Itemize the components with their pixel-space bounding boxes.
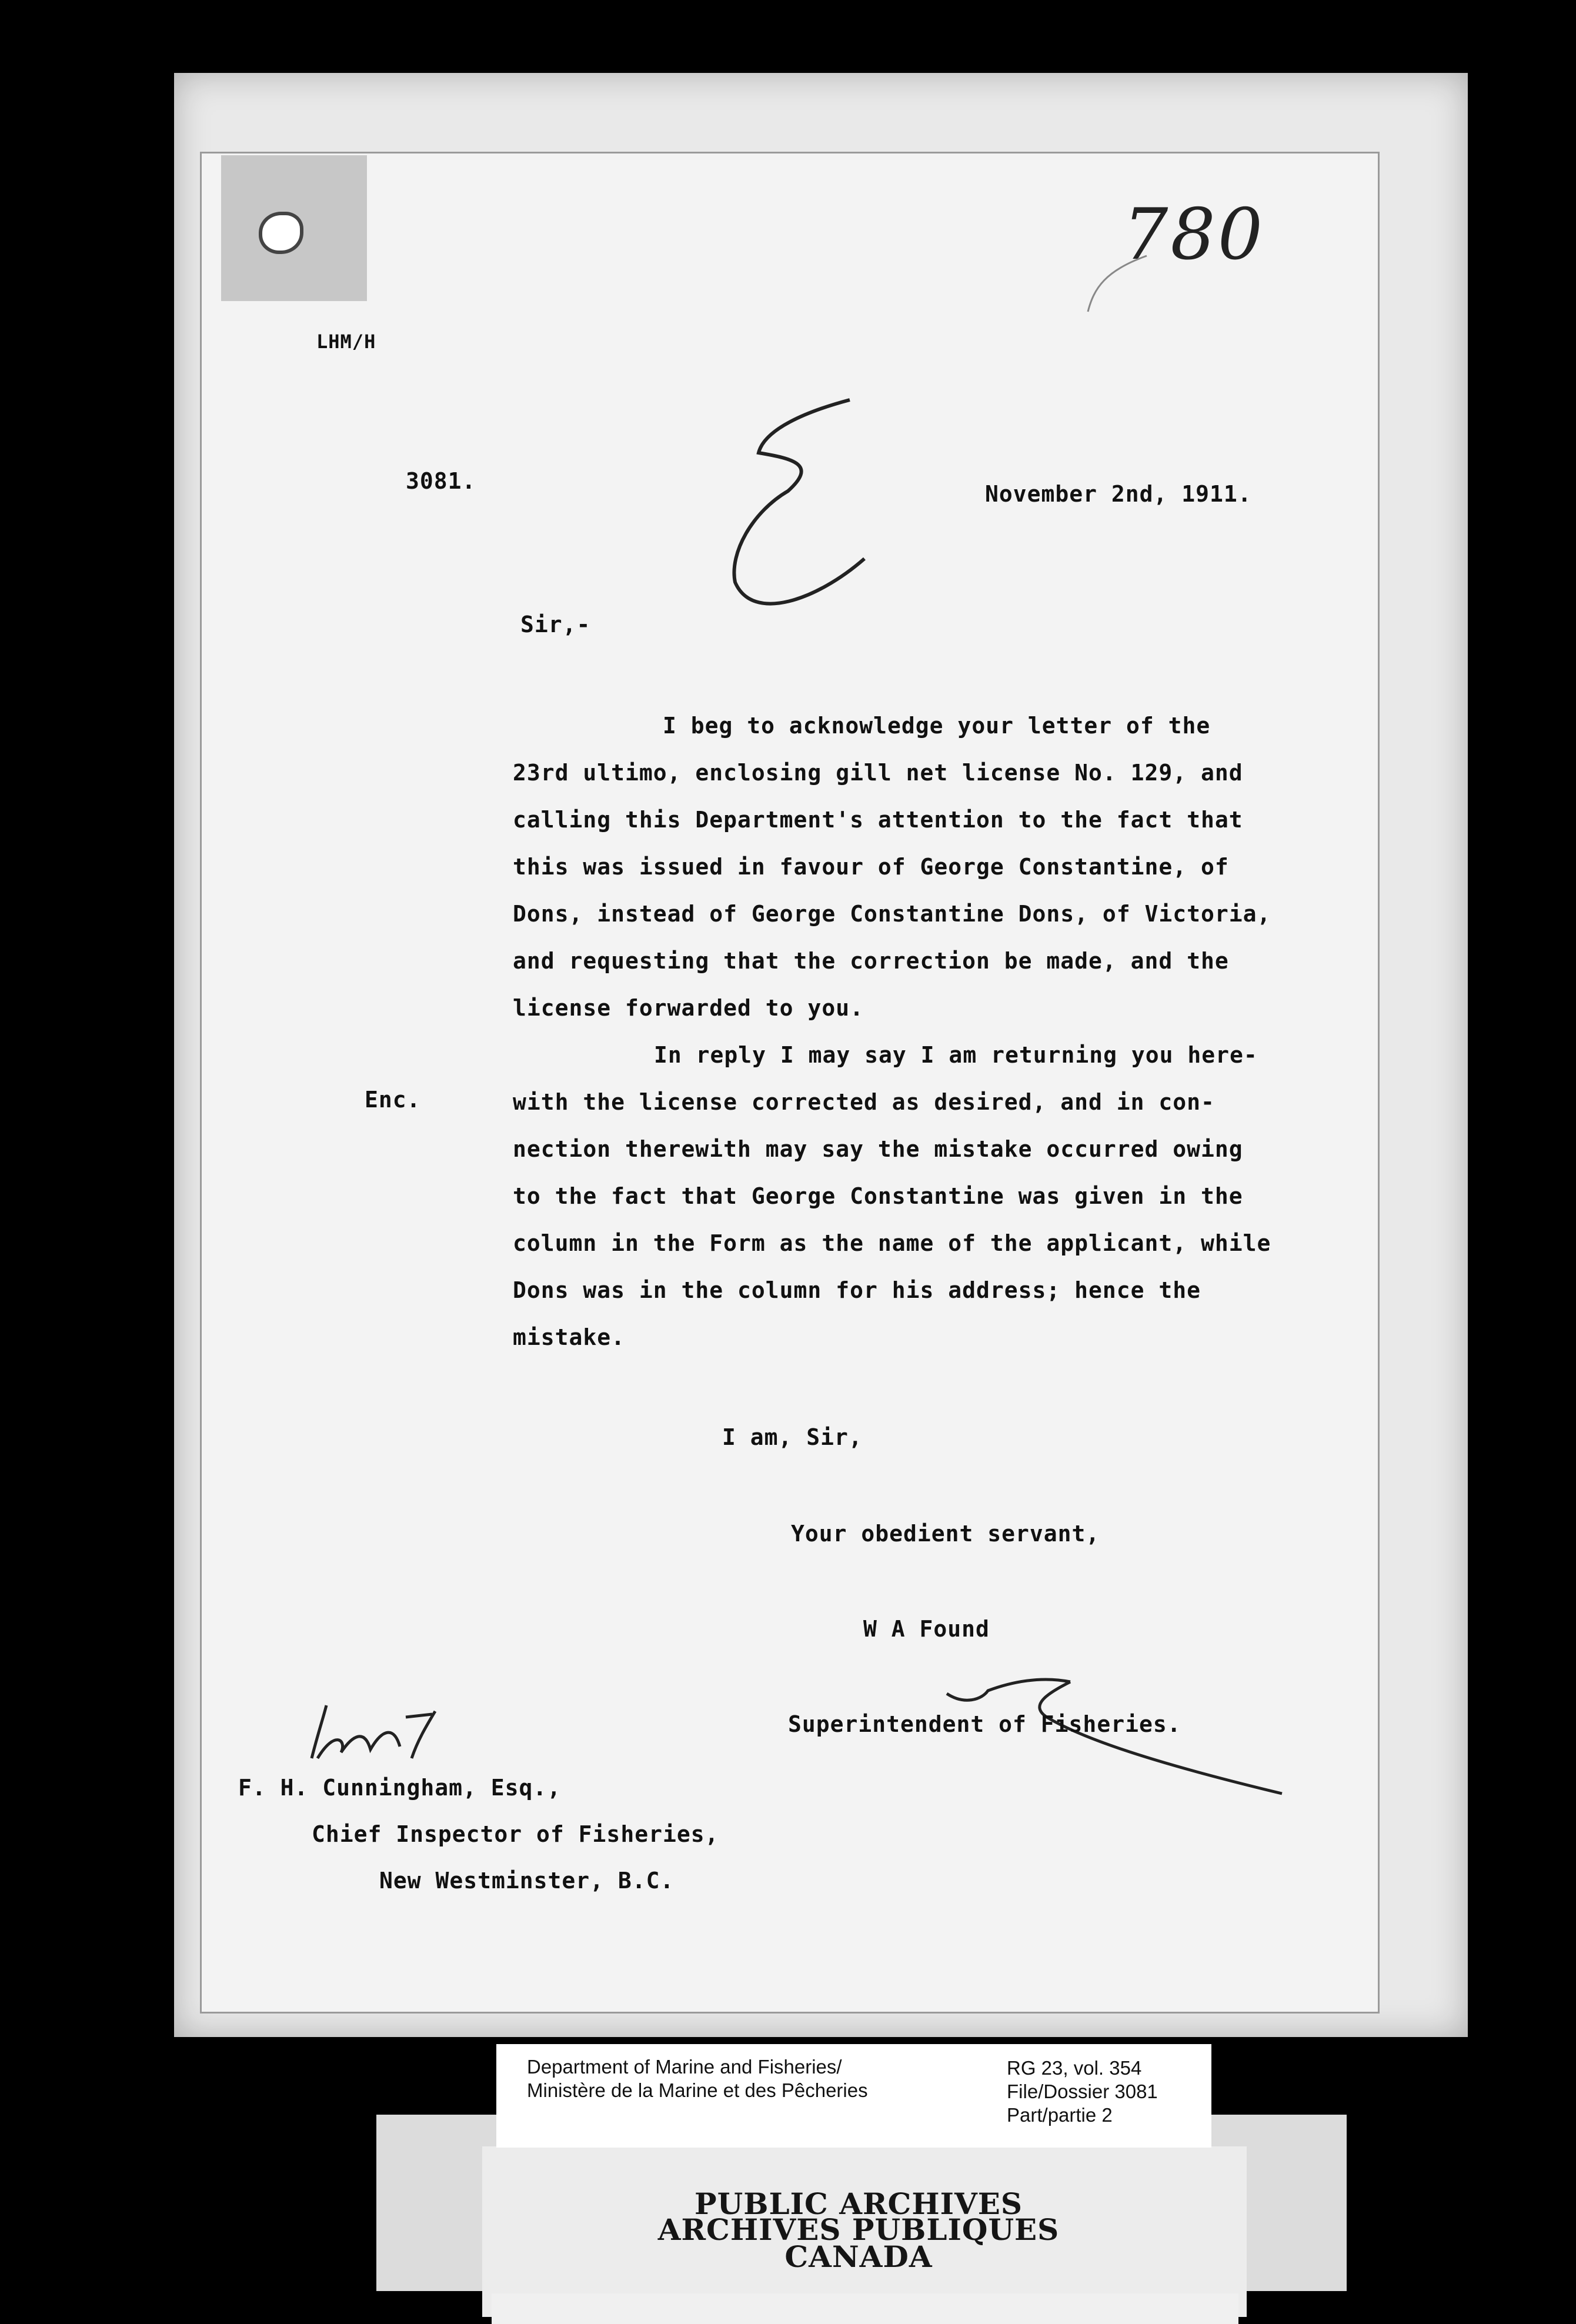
salutation: Sir,- — [520, 612, 591, 637]
body-line: to the fact that George Constantine was given in the — [513, 1183, 1243, 1209]
file-number: 3081. — [406, 468, 476, 494]
signature-flourish — [941, 1670, 1294, 1811]
closing: I am, Sir, — [722, 1424, 863, 1450]
signature-title: Superintendent of Fisheries. — [788, 1711, 1181, 1737]
body-line: Dons was in the column for his address; hence the — [513, 1277, 1201, 1303]
reference-initials: LHM/H — [316, 330, 376, 353]
archive-stamp-line-2: ARCHIVES PUBLIQUES — [657, 2212, 1060, 2247]
archive-label — [496, 2044, 1211, 2148]
signature-name: W A Found — [863, 1616, 990, 1642]
body-line: and requesting that the correction be made, and the — [513, 948, 1229, 974]
recipient-title: Chief Inspector of Fisheries, — [312, 1821, 719, 1847]
body-line: Dons, instead of George Constantine Dons, of Victoria, — [513, 901, 1271, 927]
body-line: with the license corrected as desired, and in con- — [513, 1089, 1215, 1115]
body-line: mistake. — [513, 1324, 626, 1350]
punch-hole — [259, 212, 303, 254]
body-line: In reply I may say I am returning you here- — [654, 1042, 1258, 1068]
body-line: calling this Department's attention to the fact that — [513, 807, 1243, 833]
enclosure-note: Enc. — [365, 1087, 421, 1113]
folio-number: 780 — [1123, 194, 1266, 276]
body-line: I beg to acknowledge your letter of the — [663, 713, 1211, 739]
label-department-en: Department of Marine and Fisheries/ — [527, 2056, 842, 2078]
archive-stamp-line-3: CANADA — [784, 2239, 933, 2274]
label-part: Part/partie 2 — [1007, 2104, 1113, 2126]
body-line: this was issued in favour of George Constantine, of — [513, 854, 1229, 880]
archive-stamp-line-1: PUBLIC ARCHIVES — [694, 2186, 1023, 2221]
body-line: license forwarded to you. — [513, 995, 864, 1021]
label-file: File/Dossier 3081 — [1007, 2081, 1158, 2102]
letter-date: November 2nd, 1911. — [985, 481, 1252, 507]
recipient-name: F. H. Cunningham, Esq., — [238, 1775, 562, 1801]
label-reference: RG 23, vol. 354 — [1007, 2057, 1142, 2079]
body-line: nection therewith may say the mistake occurred owing — [513, 1136, 1243, 1162]
recipient-location: New Westminster, B.C. — [379, 1868, 675, 1894]
initials-scribble — [300, 1694, 441, 1770]
handwritten-pencil-mark — [1082, 247, 1164, 318]
handwritten-e-mark — [717, 388, 870, 623]
label-department-fr: Ministère de la Marine et des Pêcheries — [527, 2079, 868, 2101]
closing-servant: Your obedient servant, — [791, 1521, 1100, 1547]
archive-stamp-edge — [492, 2293, 1238, 2324]
body-line: column in the Form as the name of the applicant, while — [513, 1230, 1271, 1256]
body-line: 23rd ultimo, enclosing gill net license No. 129, and — [513, 760, 1243, 786]
